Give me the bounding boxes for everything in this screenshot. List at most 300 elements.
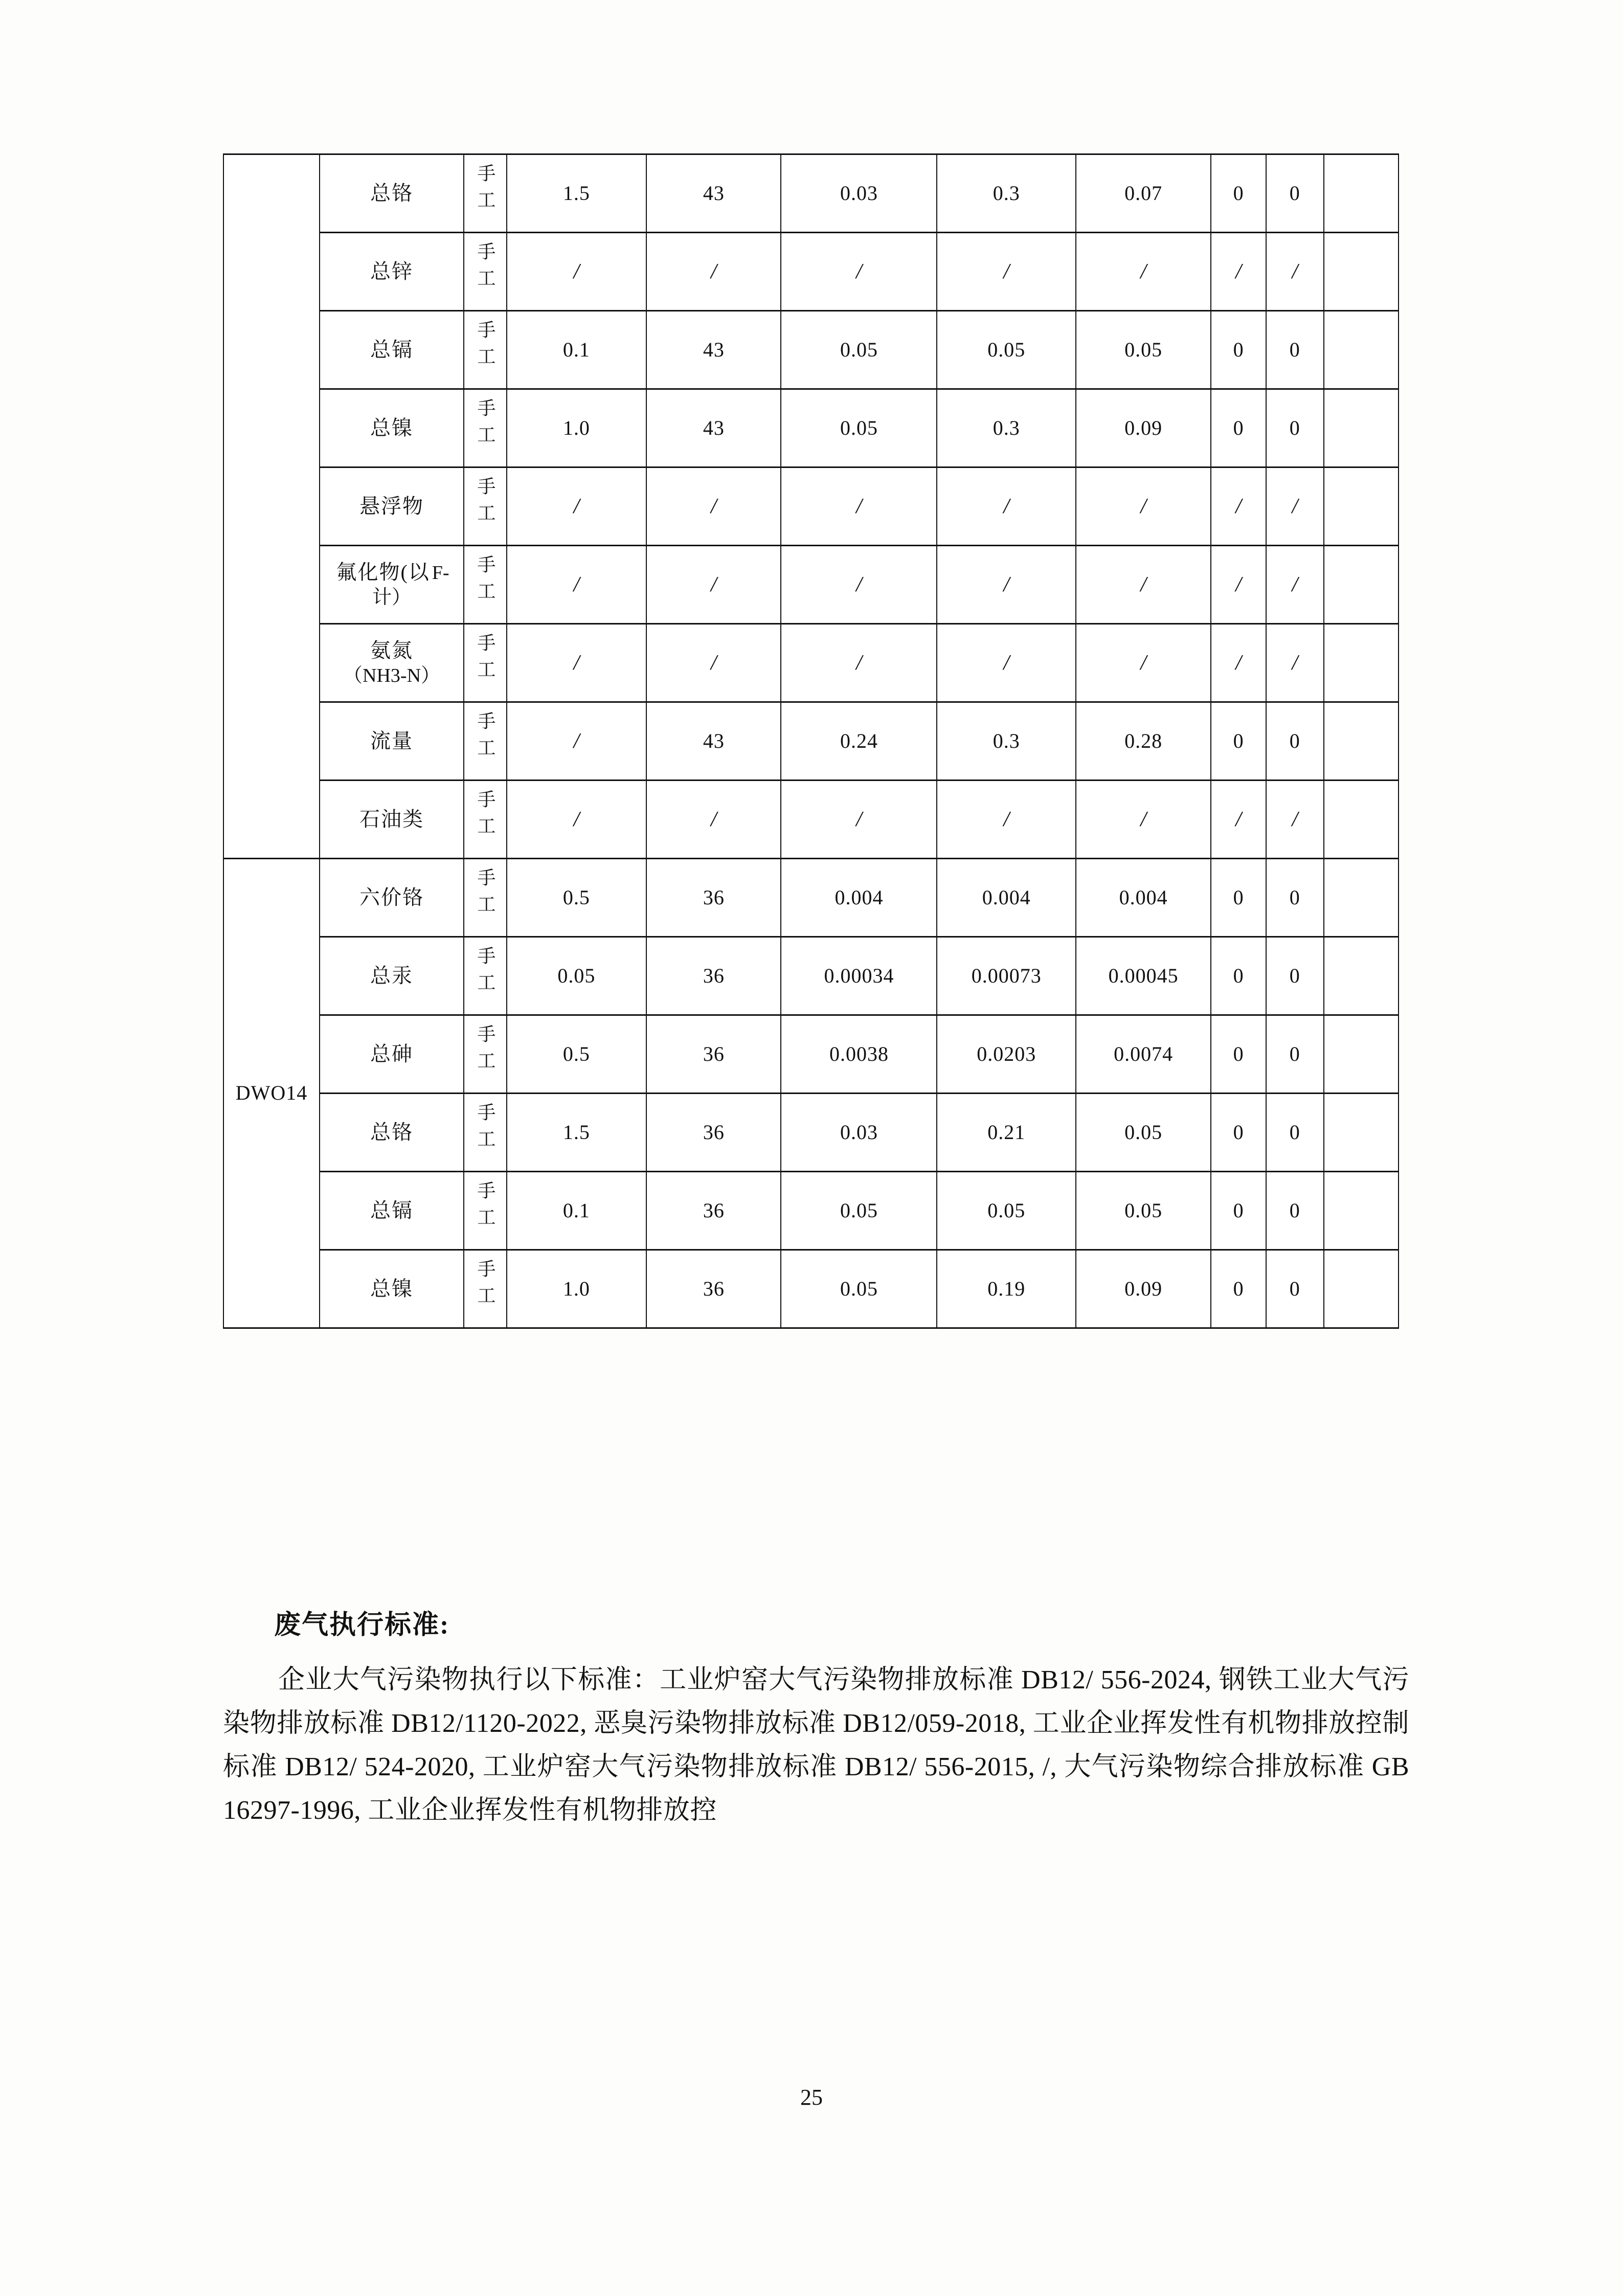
pollutant-name-cell bbox=[320, 937, 464, 1015]
pollutant-name: 总镍 bbox=[370, 416, 414, 439]
cell-value: / bbox=[1235, 259, 1242, 283]
monitoring-method-cell bbox=[464, 1172, 507, 1250]
pollutant-name: 氨氮 bbox=[370, 639, 414, 662]
cell-value: 0.05 bbox=[840, 338, 878, 361]
pollutant-name: 总汞 bbox=[370, 964, 414, 987]
cell-value: / bbox=[1235, 651, 1242, 675]
cell-value: / bbox=[573, 729, 580, 753]
cell-value: / bbox=[856, 572, 862, 596]
cell-value: 0.00045 bbox=[1108, 964, 1179, 987]
value-cell-7 bbox=[1266, 1015, 1324, 1094]
value-cell-5 bbox=[1076, 546, 1211, 624]
monitoring-method-cell bbox=[464, 1015, 507, 1094]
value-cell-7 bbox=[1266, 467, 1324, 546]
cell-value: 43 bbox=[703, 181, 725, 205]
value-cell-7 bbox=[1266, 1172, 1324, 1250]
cell-value: 0.3 bbox=[993, 729, 1020, 752]
monitoring-method-cell bbox=[464, 624, 507, 702]
cell-value: 43 bbox=[703, 416, 725, 439]
value-cell-7 bbox=[1266, 781, 1324, 859]
value-cell-8 bbox=[1324, 781, 1399, 859]
outlet-group-cell bbox=[223, 859, 320, 1328]
cell-value: 1.0 bbox=[562, 1277, 590, 1300]
value-cell-5 bbox=[1076, 624, 1211, 702]
value-cell-6 bbox=[1211, 859, 1266, 937]
cell-value: 0.05 bbox=[987, 1198, 1026, 1222]
value-cell-4 bbox=[937, 233, 1076, 311]
cell-value: / bbox=[573, 807, 580, 831]
monitoring-method-label: 手工 bbox=[475, 789, 495, 843]
value-cell-3 bbox=[781, 937, 937, 1015]
cell-value: / bbox=[711, 572, 717, 596]
cell-value: 0 bbox=[1233, 964, 1244, 987]
cell-value: 36 bbox=[703, 1198, 725, 1222]
value-cell-7 bbox=[1266, 154, 1324, 233]
cell-value: 0 bbox=[1233, 338, 1244, 361]
value-cell-5 bbox=[1076, 1094, 1211, 1172]
monitoring-method-label: 手工 bbox=[475, 241, 495, 295]
cell-value: / bbox=[573, 494, 580, 518]
pollutant-name: 总铬 bbox=[370, 1120, 414, 1144]
value-cell-6 bbox=[1211, 154, 1266, 233]
value-cell-7 bbox=[1266, 389, 1324, 467]
cell-value: 1.5 bbox=[562, 1120, 590, 1144]
cell-value: 0 bbox=[1289, 1120, 1300, 1144]
cell-value: / bbox=[573, 572, 580, 596]
cell-value: 0.0203 bbox=[977, 1042, 1036, 1065]
value-cell-7 bbox=[1266, 624, 1324, 702]
value-cell-2 bbox=[646, 859, 781, 937]
cell-value: 0.05 bbox=[557, 964, 596, 987]
value-cell-1 bbox=[507, 624, 647, 702]
value-cell-8 bbox=[1324, 1094, 1399, 1172]
value-cell-1 bbox=[507, 937, 647, 1015]
cell-value: 0.09 bbox=[1124, 1277, 1163, 1300]
cell-value: / bbox=[856, 807, 862, 831]
cell-value: 0.3 bbox=[993, 416, 1020, 439]
value-cell-1 bbox=[507, 1172, 647, 1250]
value-cell-1 bbox=[507, 1094, 647, 1172]
cell-value: / bbox=[1292, 807, 1298, 831]
value-cell-5 bbox=[1076, 1015, 1211, 1094]
section-heading: 废气执行标准: bbox=[274, 1611, 450, 1640]
pollutant-name-cell bbox=[320, 1094, 464, 1172]
cell-value: 0 bbox=[1233, 416, 1244, 439]
value-cell-3 bbox=[781, 1172, 937, 1250]
table-row bbox=[223, 154, 1399, 233]
value-cell-6 bbox=[1211, 546, 1266, 624]
pollutant-name: 总镉 bbox=[370, 1198, 414, 1222]
value-cell-5 bbox=[1076, 389, 1211, 467]
table-row bbox=[223, 859, 1399, 937]
value-cell-7 bbox=[1266, 311, 1324, 389]
cell-value: 0 bbox=[1233, 1277, 1244, 1300]
monitoring-method-cell bbox=[464, 233, 507, 311]
value-cell-8 bbox=[1324, 546, 1399, 624]
cell-value: / bbox=[1003, 651, 1010, 675]
value-cell-4 bbox=[937, 467, 1076, 546]
cell-value: / bbox=[1235, 572, 1242, 596]
pollutant-name: 石油类 bbox=[359, 807, 424, 831]
cell-value: / bbox=[573, 651, 580, 675]
table-row bbox=[223, 1015, 1399, 1094]
value-cell-5 bbox=[1076, 1172, 1211, 1250]
pollutant-name: 总镍 bbox=[370, 1277, 414, 1300]
pollutant-name: 总镉 bbox=[370, 338, 414, 361]
cell-value: / bbox=[1140, 807, 1147, 831]
pollutant-name: 总铬 bbox=[370, 181, 414, 205]
pollutant-name-sub: F-计） bbox=[372, 562, 449, 608]
table-row bbox=[223, 467, 1399, 546]
table-row bbox=[223, 1094, 1399, 1172]
cell-value: 0.3 bbox=[993, 181, 1020, 205]
value-cell-8 bbox=[1324, 233, 1399, 311]
cell-value: 0 bbox=[1289, 181, 1300, 205]
value-cell-5 bbox=[1076, 937, 1211, 1015]
value-cell-4 bbox=[937, 546, 1076, 624]
value-cell-2 bbox=[646, 1172, 781, 1250]
cell-value: 43 bbox=[703, 729, 725, 752]
cell-value: 0 bbox=[1233, 729, 1244, 752]
value-cell-7 bbox=[1266, 233, 1324, 311]
value-cell-2 bbox=[646, 311, 781, 389]
value-cell-7 bbox=[1266, 546, 1324, 624]
cell-value: 0.00034 bbox=[824, 964, 894, 987]
value-cell-8 bbox=[1324, 154, 1399, 233]
monitoring-method-label: 手工 bbox=[475, 320, 495, 373]
value-cell-6 bbox=[1211, 781, 1266, 859]
value-cell-6 bbox=[1211, 1172, 1266, 1250]
value-cell-4 bbox=[937, 937, 1076, 1015]
monitoring-method-cell bbox=[464, 546, 507, 624]
cell-value: 0.0038 bbox=[829, 1042, 889, 1065]
value-cell-1 bbox=[507, 233, 647, 311]
cell-value: 0.03 bbox=[840, 181, 878, 205]
value-cell-2 bbox=[646, 389, 781, 467]
pollutant-data-table bbox=[223, 153, 1399, 1329]
pollutant-name-cell bbox=[320, 624, 464, 702]
cell-value: 0.5 bbox=[562, 885, 590, 909]
cell-value: / bbox=[573, 259, 580, 283]
value-cell-7 bbox=[1266, 859, 1324, 937]
value-cell-8 bbox=[1324, 937, 1399, 1015]
monitoring-method-cell bbox=[464, 311, 507, 389]
monitoring-method-cell bbox=[464, 389, 507, 467]
value-cell-2 bbox=[646, 1250, 781, 1328]
cell-value: / bbox=[1292, 259, 1298, 283]
cell-value: 0.004 bbox=[835, 885, 884, 909]
monitoring-method-cell bbox=[464, 1094, 507, 1172]
cell-value: 0 bbox=[1233, 1198, 1244, 1222]
cell-value: / bbox=[1235, 494, 1242, 518]
table-row bbox=[223, 624, 1399, 702]
pollutant-name-cell bbox=[320, 702, 464, 781]
pollutant-name: 六价铬 bbox=[359, 885, 424, 909]
cell-value: 0 bbox=[1289, 885, 1300, 909]
value-cell-4 bbox=[937, 781, 1076, 859]
value-cell-6 bbox=[1211, 1250, 1266, 1328]
value-cell-7 bbox=[1266, 1250, 1324, 1328]
cell-value: 0.21 bbox=[987, 1120, 1026, 1144]
value-cell-6 bbox=[1211, 1015, 1266, 1094]
value-cell-2 bbox=[646, 154, 781, 233]
pollutant-name-cell bbox=[320, 781, 464, 859]
value-cell-4 bbox=[937, 389, 1076, 467]
cell-value: / bbox=[711, 651, 717, 675]
value-cell-2 bbox=[646, 546, 781, 624]
value-cell-4 bbox=[937, 624, 1076, 702]
value-cell-3 bbox=[781, 859, 937, 937]
pollutant-name-cell bbox=[320, 546, 464, 624]
value-cell-4 bbox=[937, 311, 1076, 389]
pollutant-name-cell bbox=[320, 233, 464, 311]
value-cell-3 bbox=[781, 467, 937, 546]
cell-value: / bbox=[1003, 259, 1010, 283]
value-cell-4 bbox=[937, 1250, 1076, 1328]
cell-value: 0.05 bbox=[987, 338, 1026, 361]
table-row bbox=[223, 1172, 1399, 1250]
monitoring-method-label: 手工 bbox=[475, 398, 495, 452]
monitoring-method-label: 手工 bbox=[475, 163, 495, 217]
monitoring-method-cell bbox=[464, 937, 507, 1015]
value-cell-8 bbox=[1324, 1250, 1399, 1328]
value-cell-2 bbox=[646, 1094, 781, 1172]
monitoring-method-cell bbox=[464, 1250, 507, 1328]
value-cell-5 bbox=[1076, 311, 1211, 389]
value-cell-5 bbox=[1076, 154, 1211, 233]
cell-value: / bbox=[1140, 259, 1147, 283]
cell-value: 0.05 bbox=[1124, 1198, 1163, 1222]
cell-value: / bbox=[856, 494, 862, 518]
monitoring-method-cell bbox=[464, 702, 507, 781]
value-cell-5 bbox=[1076, 1250, 1211, 1328]
cell-value: / bbox=[1003, 572, 1010, 596]
cell-value: 0 bbox=[1289, 964, 1300, 987]
cell-value: / bbox=[711, 494, 717, 518]
monitoring-method-label: 手工 bbox=[475, 867, 495, 921]
cell-value: 36 bbox=[703, 1120, 725, 1144]
table-row bbox=[223, 311, 1399, 389]
value-cell-6 bbox=[1211, 702, 1266, 781]
pollutant-name: 悬浮物 bbox=[359, 494, 424, 518]
cell-value: 0.09 bbox=[1124, 416, 1163, 439]
monitoring-method-label: 手工 bbox=[475, 1024, 495, 1078]
value-cell-8 bbox=[1324, 311, 1399, 389]
cell-value: / bbox=[856, 259, 862, 283]
value-cell-4 bbox=[937, 154, 1076, 233]
value-cell-5 bbox=[1076, 859, 1211, 937]
pollutant-name-sub: （NH3-N） bbox=[343, 664, 441, 686]
value-cell-3 bbox=[781, 624, 937, 702]
value-cell-1 bbox=[507, 702, 647, 781]
value-cell-7 bbox=[1266, 937, 1324, 1015]
cell-value: / bbox=[1003, 807, 1010, 831]
cell-value: 0.19 bbox=[987, 1277, 1026, 1300]
cell-value: 0.28 bbox=[1124, 729, 1163, 752]
pollutant-name-cell bbox=[320, 1250, 464, 1328]
value-cell-4 bbox=[937, 1094, 1076, 1172]
cell-value: 0.24 bbox=[840, 729, 878, 752]
value-cell-8 bbox=[1324, 702, 1399, 781]
cell-value: 36 bbox=[703, 1277, 725, 1300]
cell-value: 36 bbox=[703, 1042, 725, 1065]
value-cell-5 bbox=[1076, 781, 1211, 859]
cell-value: / bbox=[1140, 572, 1147, 596]
value-cell-2 bbox=[646, 702, 781, 781]
monitoring-method-label: 手工 bbox=[475, 1102, 495, 1156]
value-cell-5 bbox=[1076, 702, 1211, 781]
value-cell-1 bbox=[507, 389, 647, 467]
cell-value: / bbox=[856, 651, 862, 675]
table-row bbox=[223, 233, 1399, 311]
value-cell-3 bbox=[781, 311, 937, 389]
value-cell-2 bbox=[646, 781, 781, 859]
cell-value: / bbox=[1235, 807, 1242, 831]
value-cell-2 bbox=[646, 624, 781, 702]
value-cell-5 bbox=[1076, 233, 1211, 311]
monitoring-method-cell bbox=[464, 467, 507, 546]
cell-value: / bbox=[711, 259, 717, 283]
pollutant-name-cell bbox=[320, 311, 464, 389]
pollutant-name-cell bbox=[320, 859, 464, 937]
table-row bbox=[223, 702, 1399, 781]
value-cell-6 bbox=[1211, 937, 1266, 1015]
cell-value: 0 bbox=[1233, 1042, 1244, 1065]
cell-value: / bbox=[711, 807, 717, 831]
value-cell-3 bbox=[781, 1094, 937, 1172]
value-cell-2 bbox=[646, 233, 781, 311]
pollutant-name-cell bbox=[320, 467, 464, 546]
cell-value: 0 bbox=[1289, 1277, 1300, 1300]
pollutant-name: 氟化物(以 bbox=[336, 561, 430, 584]
cell-value: 0 bbox=[1289, 416, 1300, 439]
pollutant-name: 总砷 bbox=[370, 1042, 414, 1065]
cell-value: 0.05 bbox=[840, 416, 878, 439]
monitoring-method-label: 手工 bbox=[475, 554, 495, 608]
page-number: 25 bbox=[800, 2085, 823, 2110]
value-cell-4 bbox=[937, 702, 1076, 781]
pollutant-name-cell bbox=[320, 1172, 464, 1250]
cell-value: 1.0 bbox=[562, 416, 590, 439]
value-cell-8 bbox=[1324, 624, 1399, 702]
value-cell-3 bbox=[781, 1015, 937, 1094]
value-cell-6 bbox=[1211, 467, 1266, 546]
value-cell-2 bbox=[646, 937, 781, 1015]
monitoring-method-cell bbox=[464, 781, 507, 859]
value-cell-5 bbox=[1076, 467, 1211, 546]
cell-value: 0.004 bbox=[982, 885, 1031, 909]
section-paragraph: 企业大气污染物执行以下标准：工业炉窑大气污染物排放标准 DB12/ 556-2024, 钢铁工业大气污染物排放标准 DB12/1120-2022, 恶臭污染物排放标准 DB12/059-2018, 工业企业挥发性有机物排放控制标准 DB12/ 524-2020, 工业炉窑大气污染物排放标准 DB12/ 556-2015, /, 大气污染物综合排放标准 GB 16297-1996, 工业企业挥发性有机物排放控 bbox=[223, 1665, 1409, 1825]
cell-value: / bbox=[1140, 651, 1147, 675]
table-row bbox=[223, 389, 1399, 467]
value-cell-7 bbox=[1266, 1094, 1324, 1172]
value-cell-6 bbox=[1211, 389, 1266, 467]
cell-value: 0.00073 bbox=[971, 964, 1042, 987]
pollutant-name-cell bbox=[320, 389, 464, 467]
value-cell-1 bbox=[507, 781, 647, 859]
cell-value: 36 bbox=[703, 885, 725, 909]
value-cell-6 bbox=[1211, 311, 1266, 389]
value-cell-3 bbox=[781, 233, 937, 311]
outlet-group-label: DWO14 bbox=[235, 1081, 308, 1105]
pollutant-name: 流量 bbox=[370, 729, 414, 752]
monitoring-method-label: 手工 bbox=[475, 1180, 495, 1234]
value-cell-3 bbox=[781, 702, 937, 781]
value-cell-6 bbox=[1211, 1094, 1266, 1172]
value-cell-6 bbox=[1211, 624, 1266, 702]
cell-value: 0 bbox=[1233, 181, 1244, 205]
table-row bbox=[223, 781, 1399, 859]
value-cell-7 bbox=[1266, 702, 1324, 781]
cell-value: / bbox=[1140, 494, 1147, 518]
monitoring-method-label: 手工 bbox=[475, 476, 495, 530]
value-cell-8 bbox=[1324, 1172, 1399, 1250]
cell-value: 0.0074 bbox=[1114, 1042, 1174, 1065]
value-cell-3 bbox=[781, 154, 937, 233]
cell-value: / bbox=[1292, 572, 1298, 596]
value-cell-3 bbox=[781, 1250, 937, 1328]
monitoring-method-label: 手工 bbox=[475, 1259, 495, 1312]
value-cell-3 bbox=[781, 546, 937, 624]
monitoring-method-label: 手工 bbox=[475, 946, 495, 999]
cell-value: 0 bbox=[1289, 1042, 1300, 1065]
pollutant-name-cell bbox=[320, 1015, 464, 1094]
value-cell-1 bbox=[507, 154, 647, 233]
value-cell-3 bbox=[781, 781, 937, 859]
cell-value: / bbox=[1292, 651, 1298, 675]
value-cell-6 bbox=[1211, 233, 1266, 311]
value-cell-8 bbox=[1324, 389, 1399, 467]
cell-value: 0.1 bbox=[562, 1198, 590, 1222]
cell-value: 36 bbox=[703, 964, 725, 987]
table-row bbox=[223, 546, 1399, 624]
value-cell-2 bbox=[646, 1015, 781, 1094]
cell-value: 0.07 bbox=[1124, 181, 1163, 205]
value-cell-1 bbox=[507, 546, 647, 624]
cell-value: 0.03 bbox=[840, 1120, 878, 1144]
cell-value: 0 bbox=[1289, 729, 1300, 752]
cell-value: 0.1 bbox=[562, 338, 590, 361]
cell-value: 1.5 bbox=[562, 181, 590, 205]
value-cell-1 bbox=[507, 467, 647, 546]
cell-value: 0 bbox=[1289, 1198, 1300, 1222]
cell-value: / bbox=[1003, 494, 1010, 518]
monitoring-method-label: 手工 bbox=[475, 711, 495, 765]
waste-gas-standards-section bbox=[223, 1603, 1409, 1832]
value-cell-4 bbox=[937, 1172, 1076, 1250]
table-row bbox=[223, 937, 1399, 1015]
cell-value: 0.004 bbox=[1119, 885, 1168, 909]
value-cell-8 bbox=[1324, 859, 1399, 937]
value-cell-4 bbox=[937, 859, 1076, 937]
value-cell-1 bbox=[507, 859, 647, 937]
cell-value: / bbox=[1292, 494, 1298, 518]
value-cell-1 bbox=[507, 311, 647, 389]
cell-value: 0.05 bbox=[1124, 338, 1163, 361]
cell-value: 43 bbox=[703, 338, 725, 361]
value-cell-2 bbox=[646, 467, 781, 546]
value-cell-3 bbox=[781, 389, 937, 467]
cell-value: 0.5 bbox=[562, 1042, 590, 1065]
monitoring-method-cell bbox=[464, 154, 507, 233]
table-row bbox=[223, 1250, 1399, 1328]
pollutant-name: 总锌 bbox=[370, 259, 414, 283]
cell-value: 0 bbox=[1233, 885, 1244, 909]
cell-value: 0.05 bbox=[840, 1198, 878, 1222]
cell-value: 0 bbox=[1233, 1120, 1244, 1144]
value-cell-1 bbox=[507, 1015, 647, 1094]
cell-value: 0.05 bbox=[840, 1277, 878, 1300]
